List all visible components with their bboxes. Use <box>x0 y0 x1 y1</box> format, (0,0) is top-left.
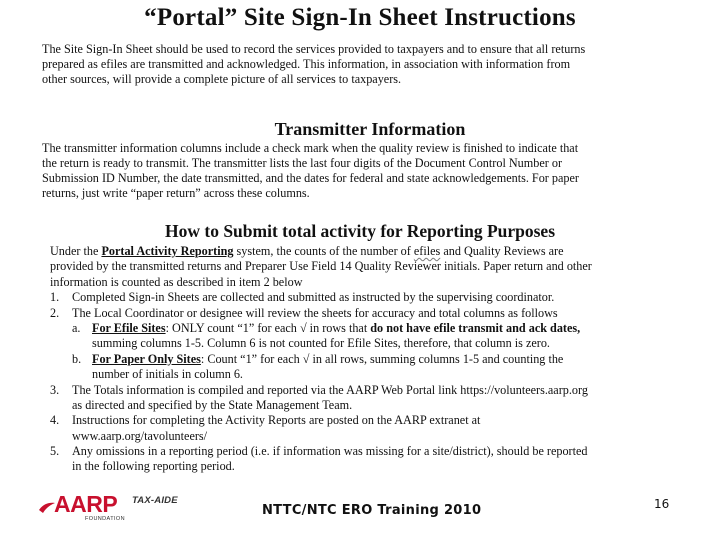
item-continuation <box>50 429 690 444</box>
web-portal-link[interactable]: https://volunteers.aarp.org <box>460 382 588 397</box>
sub-list-item <box>50 321 690 336</box>
item-text: Completed Sign-in Sheets are collected and submitted as instructed by the supervising coordinator. <box>72 290 555 305</box>
submit-intro-line <box>50 244 690 259</box>
list-item <box>50 290 690 305</box>
item-text: The Local Coordinator or designee will review the sheets for accuracy and total columns as follows <box>72 305 558 320</box>
text-span: Under the <box>50 244 102 258</box>
list-item <box>50 306 690 321</box>
submit-intro-line: provided by the transmitted returns and Preparer Use Field 14 Quality Reviewer initials. Paper return and other <box>50 259 592 274</box>
item-text: Instructions for completing the Activity Reports are posted on the AARP extranet at <box>72 413 481 428</box>
sub-list-item <box>50 352 690 367</box>
sub-item-continuation: summing columns 1-5. Column 6 is not counted for Efile Sites, therefore, that column is zero. <box>92 336 550 351</box>
paper-only-sites-label: For Paper Only Sites <box>92 351 201 366</box>
portal-activity-reporting-label: Portal Activity Reporting <box>101 244 234 258</box>
item-number: 3. <box>50 382 60 397</box>
item-text: : ONLY count “1” for each √ in rows that <box>165 320 371 335</box>
list-item <box>50 444 690 459</box>
item-number: 2. <box>50 305 60 320</box>
intro-line: prepared as efiles are transmitted and acknowledged. This information, in association with information from <box>42 57 571 71</box>
item-number: 4. <box>50 413 60 428</box>
text-span: and Quality Reviews are <box>440 244 564 258</box>
item-text: : Count “1” for each √ in all rows, summing columns 1-5 and counting the <box>200 351 564 366</box>
submit-heading: How to Submit total activity for Reporting Purposes <box>165 221 555 241</box>
item-number: 1. <box>50 290 60 305</box>
item-continuation: as directed and specified by the State Management Team. <box>72 397 353 412</box>
item-bold-text: do not have efile transmit and ack dates, <box>370 320 581 335</box>
aarp-taxaide-logo <box>38 492 188 528</box>
transmitter-line: The transmitter information columns include a check mark when the quality review is finished to indicate that <box>42 141 579 155</box>
sub-item-letter: b. <box>72 351 82 366</box>
item-number: 5. <box>50 444 60 459</box>
intro-line: The Site Sign-In Sheet should be used to record the services provided to taxpayers and to ensure that all returns <box>42 42 586 56</box>
text-span: system, the counts of the number of <box>233 244 414 258</box>
transmitter-paragraph <box>42 141 682 201</box>
sub-item-letter: a. <box>72 320 81 335</box>
submit-intro-line: information is counted as described in item 2 below <box>50 274 303 289</box>
logo-brand: AARP <box>54 491 118 517</box>
extranet-link[interactable]: www.aarp.org/tavolunteers/ <box>72 428 208 443</box>
page-title: “Portal” Site Sign-In Sheet Instructions <box>144 4 576 31</box>
efile-sites-label: For Efile Sites <box>92 320 166 335</box>
item-continuation: in the following reporting period. <box>72 459 235 474</box>
footer-title: NTTC/NTC ERO Training 2010 <box>262 503 482 518</box>
page-number: 16 <box>654 497 670 511</box>
text-span: efiles <box>413 244 441 258</box>
transmitter-heading: Transmitter Information <box>274 119 466 139</box>
transmitter-line: Submission ID Number, the date transmitted, and the dates for federal and state acknowledgements. For paper <box>42 171 579 185</box>
transmitter-line: returns, just write “paper return” across these columns. <box>42 186 310 200</box>
submit-content <box>50 244 690 475</box>
item-text: Any omissions in a reporting period (i.e. if information was missing for a site/district), should be reported <box>72 444 588 459</box>
sub-item-continuation: number of initials in column 6. <box>92 367 243 382</box>
intro-paragraph <box>42 42 682 87</box>
logo-subtitle: FOUNDATION <box>85 516 125 522</box>
list-item <box>50 383 690 398</box>
item-text: The Totals information is compiled and reported via the AARP Web Portal link <box>72 382 461 397</box>
transmitter-line: the return is ready to transmit. The transmitter lists the last four digits of the Document Control Number or <box>42 156 563 170</box>
list-item <box>50 413 690 428</box>
logo-product: TAX-AIDE <box>132 495 178 506</box>
intro-line: other sources, will provide a complete picture of all services to taxpayers. <box>42 72 402 86</box>
